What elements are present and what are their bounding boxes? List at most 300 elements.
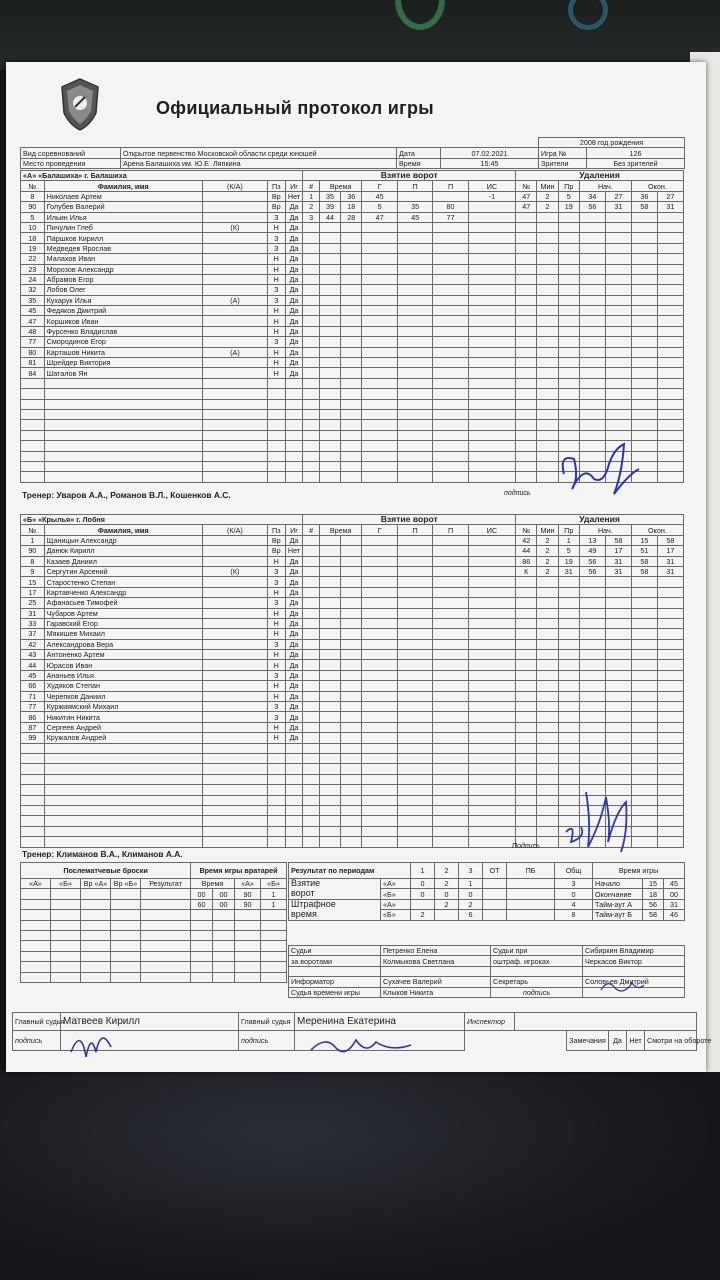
player-played: [285, 816, 303, 826]
player-role: (К): [202, 222, 267, 232]
penalty-minutes: [537, 639, 558, 649]
goal-situation: [468, 598, 515, 608]
player-name: Сергутин Арсений: [44, 566, 202, 576]
game-time-cell: 45: [664, 879, 685, 889]
player-position: Н: [267, 222, 285, 232]
player-name: Смородинов Егор: [44, 337, 202, 347]
goal-assist: [397, 702, 432, 712]
player-position: Н: [267, 733, 285, 743]
player-number: 33: [21, 618, 45, 628]
goal-time-sec: [341, 712, 362, 722]
goal-assist: [397, 587, 432, 597]
goal-time-min: [319, 722, 340, 732]
player-position: Н: [267, 264, 285, 274]
goal-time-sec: [341, 472, 362, 482]
goal-assist: [397, 608, 432, 618]
goal-scorer: [362, 753, 397, 763]
player-role: [202, 326, 267, 336]
player-name: Никитин Никита: [44, 712, 202, 722]
penalty-start: [579, 670, 605, 680]
goal-time-sec: [341, 430, 362, 440]
player-name: Морозов Александр: [44, 264, 202, 274]
penalty-player: [516, 712, 537, 722]
goal-number: 3: [303, 212, 320, 222]
goal-time-min: [319, 577, 340, 587]
player-played: Да: [285, 691, 303, 701]
goal-assist: [397, 816, 432, 826]
goal-time-min: [319, 316, 340, 326]
table-row: [21, 670, 684, 680]
goal-assist: [433, 347, 468, 357]
penalty-reason: 5: [558, 546, 579, 556]
penalty-player: [516, 691, 537, 701]
penalty-minutes: [537, 826, 558, 836]
penalty-reason: [558, 254, 579, 264]
goal-assist: [397, 337, 432, 347]
goal-scorer: [362, 233, 397, 243]
goal-assist: [433, 639, 468, 649]
col-header: #: [303, 525, 320, 535]
goal-time-sec: [341, 233, 362, 243]
penalty-player: [516, 639, 537, 649]
player-position: [267, 753, 285, 763]
player-name: Чубаров Артем: [44, 608, 202, 618]
player-number: [21, 430, 45, 440]
goal-scorer: [362, 587, 397, 597]
goal-situation: [468, 254, 515, 264]
penalty-minutes: [537, 368, 558, 378]
player-number: 45: [21, 306, 45, 316]
goal-situation: [468, 389, 515, 399]
penalty-player: [516, 764, 537, 774]
period-cell: 2: [435, 899, 459, 909]
player-number: 71: [21, 691, 45, 701]
time-label: Время: [397, 158, 441, 168]
goal-scorer: [362, 764, 397, 774]
goal-assist: [397, 264, 432, 274]
goal-situation: [468, 441, 515, 451]
col-header: Иг: [285, 181, 303, 191]
penalty-reason: [558, 347, 579, 357]
penalty-end: 17: [657, 546, 683, 556]
goal-time-sec: [341, 805, 362, 815]
goal-scorer: [362, 826, 397, 836]
player-number: 66: [21, 681, 45, 691]
penalty-end: [657, 461, 683, 471]
goal-assist: [433, 837, 468, 847]
player-position: [267, 785, 285, 795]
sign-label: подпись: [239, 1031, 295, 1051]
player-name: Пичулин Глеб: [44, 222, 202, 232]
table-row: [21, 753, 684, 763]
col-header: Вр «А»: [81, 879, 111, 889]
goal-assist: [433, 337, 468, 347]
player-number: 18: [21, 233, 45, 243]
table-row: [21, 285, 684, 295]
player-number: [21, 451, 45, 461]
penalty-start: [605, 285, 631, 295]
goal-time-min: [319, 587, 340, 597]
player-played: [285, 399, 303, 409]
period-cell: 0: [459, 889, 483, 899]
goal-assist: [397, 274, 432, 284]
table-row: [21, 243, 684, 253]
penalty-player: [516, 358, 537, 368]
penalty-minutes: [537, 681, 558, 691]
goal-assist: [397, 243, 432, 253]
goal-assist: [433, 546, 468, 556]
goal-situation: [468, 378, 515, 388]
goal-number: [303, 816, 320, 826]
penalty-start: [605, 670, 631, 680]
goal-assist: [397, 764, 432, 774]
goal-time-min: [319, 326, 340, 336]
penalty-start: [579, 285, 605, 295]
player-position: З: [267, 212, 285, 222]
period-cell: 2: [435, 879, 459, 889]
player-position: З: [267, 295, 285, 305]
goal-situation: [468, 587, 515, 597]
goal-time-min: [319, 816, 340, 826]
penalty-end: [631, 722, 657, 732]
penalty-end: [631, 264, 657, 274]
goal-scorer: [362, 264, 397, 274]
penalty-judges-label: оштраф. игроках: [491, 956, 583, 966]
penalty-player: [516, 816, 537, 826]
player-role: [202, 306, 267, 316]
penalty-start: [605, 347, 631, 357]
goal-assist: [433, 451, 468, 461]
goal-scorer: [362, 722, 397, 732]
goal-situation: [468, 472, 515, 482]
goal-assist: [397, 753, 432, 763]
goal-time-min: [319, 566, 340, 576]
period-cell: 1: [459, 879, 483, 889]
player-number: [21, 378, 45, 388]
goal-number: [303, 430, 320, 440]
goal-scorer: 5: [362, 202, 397, 212]
goal-time-sec: [341, 409, 362, 419]
goal-assist: [433, 222, 468, 232]
table-row: [21, 712, 684, 722]
player-role: [202, 378, 267, 388]
player-played: [285, 764, 303, 774]
player-role: [202, 212, 267, 222]
goal-situation: [468, 285, 515, 295]
period-cell: 0: [435, 889, 459, 899]
penalty-minutes: [537, 222, 558, 232]
goal-number: [303, 451, 320, 461]
goal-scorer: [362, 743, 397, 753]
penalty-start: [579, 733, 605, 743]
goal-time-min: [319, 795, 340, 805]
penalty-end: [631, 254, 657, 264]
penalty-player: [516, 254, 537, 264]
goal-judge: Колмыкова Светлана: [381, 956, 491, 966]
penalty-end: [657, 795, 683, 805]
penalty-end: [631, 368, 657, 378]
player-role: [202, 816, 267, 826]
penalty-start: [579, 264, 605, 274]
goal-time-sec: [341, 274, 362, 284]
table-row: [21, 681, 684, 691]
period-team: «А»: [381, 879, 411, 889]
penalty-start: 31: [605, 202, 631, 212]
penalty-end: 58: [631, 566, 657, 576]
penalty-player: [516, 608, 537, 618]
penalty-start: [579, 681, 605, 691]
penalty-end: 36: [631, 191, 657, 201]
penalty-player: [516, 451, 537, 461]
goal-time-sec: [341, 285, 362, 295]
goal-assist: [433, 753, 468, 763]
goal-assist: [397, 712, 432, 722]
time-value: 15:45: [441, 158, 539, 168]
player-number: [21, 461, 45, 471]
player-position: Н: [267, 326, 285, 336]
player-played: Да: [285, 733, 303, 743]
goal-situation: [468, 358, 515, 368]
penalty-player: [516, 274, 537, 284]
period-team: «Б»: [381, 910, 411, 920]
col-header: №: [21, 181, 45, 191]
game-time-label: Тайм-аут Б: [593, 910, 643, 920]
player-name: Коршиков Иван: [44, 316, 202, 326]
penalty-reason: [558, 212, 579, 222]
goal-scorer: [362, 409, 397, 419]
penalty-end: [657, 660, 683, 670]
penalty-minutes: [537, 764, 558, 774]
goal-number: [303, 399, 320, 409]
player-played: Да: [285, 702, 303, 712]
goal-scorer: [362, 306, 397, 316]
penalty-end: [657, 222, 683, 232]
player-number: [21, 743, 45, 753]
goal-assist: [433, 420, 468, 430]
penalty-start: [579, 764, 605, 774]
player-played: Да: [285, 222, 303, 232]
goal-situation: [468, 753, 515, 763]
col-header: Мин: [537, 181, 558, 191]
goal-situation: [468, 546, 515, 556]
penalty-reason: [558, 243, 579, 253]
penalty-start: [579, 254, 605, 264]
penalty-end: [657, 587, 683, 597]
penalty-end: [657, 378, 683, 388]
goal-assist: [397, 472, 432, 482]
col-header: Пз: [267, 181, 285, 191]
goal-scorer: [362, 222, 397, 232]
penalty-reason: [558, 618, 579, 628]
penalty-start: [605, 264, 631, 274]
player-position: З: [267, 233, 285, 243]
penalty-end: 15: [631, 535, 657, 545]
player-number: [21, 389, 45, 399]
goal-number: [303, 785, 320, 795]
player-role: [202, 420, 267, 430]
team-b-name: «Б» «Крылья» г. Лобня: [21, 515, 303, 525]
player-played: Да: [285, 202, 303, 212]
player-name: [44, 430, 202, 440]
penalty-end: [631, 306, 657, 316]
federation-logo: [60, 77, 100, 132]
team-b-penalties-title: Удаления: [516, 515, 684, 525]
penalty-start: [579, 639, 605, 649]
goal-assist: [397, 577, 432, 587]
penalty-start: [579, 598, 605, 608]
goal-time-min: [319, 639, 340, 649]
penalty-minutes: [537, 618, 558, 628]
goal-situation: [468, 264, 515, 274]
player-role: [202, 774, 267, 784]
player-name: Мякишев Михаил: [44, 629, 202, 639]
player-position: [267, 472, 285, 482]
team-b-coach-signature: [556, 782, 636, 857]
player-number: 99: [21, 733, 45, 743]
goal-number: [303, 774, 320, 784]
player-played: [285, 441, 303, 451]
penalty-reason: 19: [558, 556, 579, 566]
player-name: Федяков Дмитрий: [44, 306, 202, 316]
goal-situation: [468, 566, 515, 576]
col-header: Время: [191, 879, 235, 889]
player-played: Да: [285, 556, 303, 566]
penalty-start: [605, 337, 631, 347]
player-name: [44, 774, 202, 784]
penalty-reason: [558, 587, 579, 597]
goal-assist: [397, 347, 432, 357]
goal-time-min: [319, 409, 340, 419]
player-name: Ананьев Илья: [44, 670, 202, 680]
player-role: [202, 691, 267, 701]
player-number: 77: [21, 702, 45, 712]
goal-assist: [397, 826, 432, 836]
player-role: [202, 702, 267, 712]
goal-assist: [397, 399, 432, 409]
goal-number: [303, 764, 320, 774]
player-name: [44, 451, 202, 461]
goal-assist: [433, 389, 468, 399]
game-time-label: Тайм-аут А: [593, 899, 643, 909]
player-name: Казаев Даниил: [44, 556, 202, 566]
player-played: Нет: [285, 546, 303, 556]
goal-number: [303, 743, 320, 753]
goal-assist: [433, 441, 468, 451]
penalty-end: [631, 598, 657, 608]
goal-scorer: [362, 441, 397, 451]
penalty-end: [657, 264, 683, 274]
col-header: Мин: [537, 525, 558, 535]
penalty-reason: [558, 337, 579, 347]
penalty-minutes: 2: [537, 556, 558, 566]
player-role: [202, 233, 267, 243]
player-position: Н: [267, 608, 285, 618]
penalty-minutes: 2: [537, 535, 558, 545]
goal-situation: [468, 326, 515, 336]
goal-assist: [433, 722, 468, 732]
penalty-end: [631, 295, 657, 305]
player-played: Да: [285, 368, 303, 378]
table-row: [21, 764, 684, 774]
player-position: [267, 826, 285, 836]
penalty-end: [631, 274, 657, 284]
penalty-start: [579, 743, 605, 753]
penalty-start: [579, 212, 605, 222]
penalty-start: [605, 650, 631, 660]
penalty-reason: [558, 316, 579, 326]
goal-assist: [397, 461, 432, 471]
penalty-minutes: 2: [537, 202, 558, 212]
table-row: [21, 274, 684, 284]
penalty-end: 58: [631, 556, 657, 566]
player-position: З: [267, 702, 285, 712]
col-header: #: [303, 181, 320, 191]
player-played: [285, 420, 303, 430]
goal-judges-label: за воротами: [289, 956, 381, 966]
penalty-start: [605, 420, 631, 430]
player-role: [202, 577, 267, 587]
player-number: [21, 774, 45, 784]
goal-time-min: [319, 556, 340, 566]
penalty-start: [579, 306, 605, 316]
goal-time-sec: [341, 691, 362, 701]
period-cell: [483, 910, 507, 920]
player-played: Да: [285, 618, 303, 628]
goal-time-sec: [341, 546, 362, 556]
player-played: [285, 795, 303, 805]
goal-assist: [433, 650, 468, 660]
player-played: Да: [285, 629, 303, 639]
penalty-judge: Сибиркин Владимир: [583, 946, 685, 956]
table-row: [21, 347, 684, 357]
pim-label: Штрафное: [289, 899, 381, 909]
penalty-reason: [558, 577, 579, 587]
player-position: Н: [267, 587, 285, 597]
penalty-end: [657, 409, 683, 419]
player-name: Медведев Ярослав: [44, 243, 202, 253]
player-position: Н: [267, 306, 285, 316]
player-role: [202, 743, 267, 753]
player-number: 8: [21, 191, 45, 201]
game-no-label: Игра №: [539, 148, 587, 158]
penalty-player: [516, 785, 537, 795]
goal-scorer: [362, 420, 397, 430]
player-played: [285, 461, 303, 471]
player-number: [21, 399, 45, 409]
penalty-start: [605, 222, 631, 232]
goal-assist: [397, 618, 432, 628]
goal-assist: [397, 254, 432, 264]
penalty-reason: [558, 420, 579, 430]
penalty-player: [516, 577, 537, 587]
player-position: Н: [267, 691, 285, 701]
penalty-start: [579, 409, 605, 419]
player-played: Да: [285, 212, 303, 222]
goal-scorer: [362, 461, 397, 471]
goal-assist: [397, 785, 432, 795]
goal-scorer: [362, 274, 397, 284]
goal-number: 1: [303, 191, 320, 201]
goal-time-min: [319, 535, 340, 545]
goal-number: [303, 608, 320, 618]
penalty-player: [516, 733, 537, 743]
penalty-end: [631, 764, 657, 774]
goal-assist: [433, 306, 468, 316]
penalty-player: [516, 399, 537, 409]
goal-scorer: [362, 577, 397, 587]
goalie-time-cell: 00: [213, 889, 235, 899]
period-cell: [483, 899, 507, 909]
